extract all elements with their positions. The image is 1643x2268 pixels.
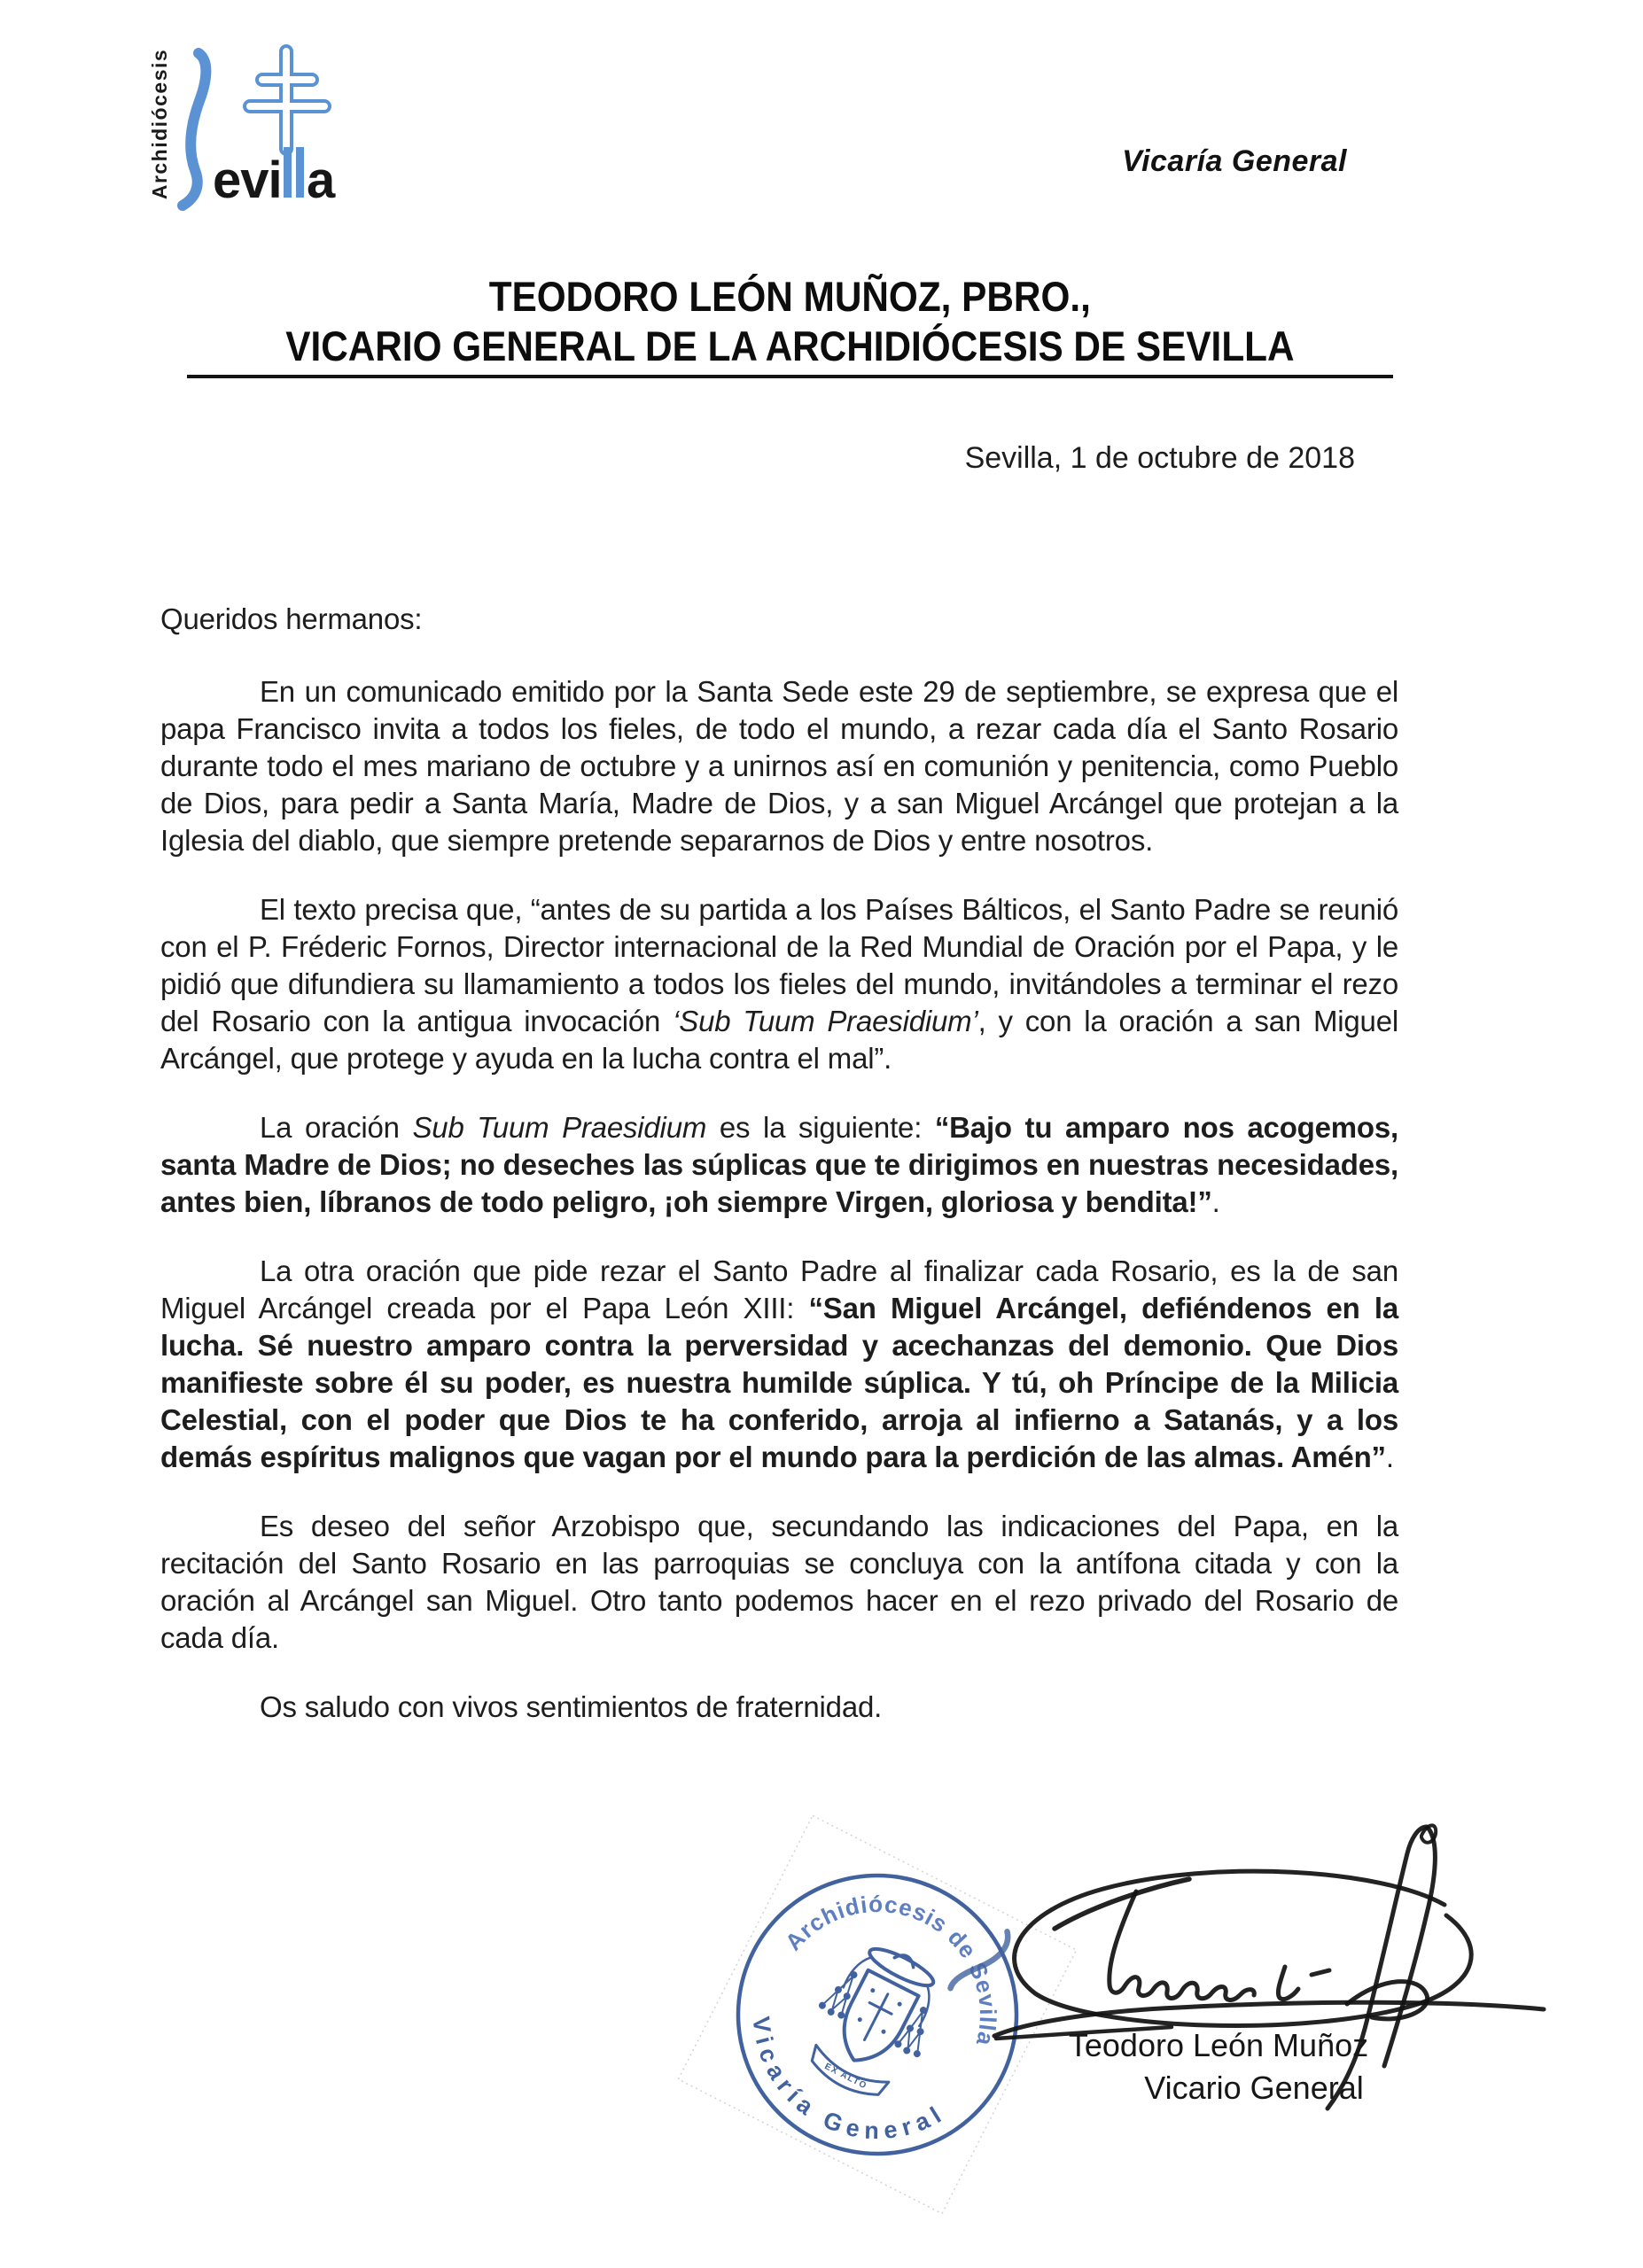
stamp-circle (690, 1828, 1064, 2202)
salutation: Queridos hermanos: (160, 602, 423, 635)
archdiocese-logo-svg (149, 35, 370, 213)
paragraph (160, 891, 1398, 1077)
title-underline (187, 375, 1393, 378)
stamp-coat-of-arms (790, 1930, 958, 2111)
date-line: Sevilla, 1 de octubre de 2018 (964, 441, 1355, 475)
closing-line: Os saludo con vivos sentimientos de fraternidad. (260, 1690, 883, 1723)
letter-paragraphs (160, 673, 1398, 1657)
stamp-impression-edge (678, 1815, 1076, 2213)
text-segment: En un comunicado emitido por la Santa Sede este 29 de septiembre, se expresa que el papa Francisco invita a todos los fieles, de todo el mundo, a rezar cada día el Santo Rosario durante todo el mes mariano de octubre y a unirnos así en comunión y penitencia, como Pueblo de Dios, para pedir a Santa María, Madre de Dios, y a san Miguel Arcángel que protejan a la Iglesia del diablo, que siempre pretende separarnos de Dios y entre nosotros. (160, 675, 1398, 857)
paragraph (160, 673, 1398, 859)
text-segment: El texto precisa que, “antes de su partida a los Países Bálticos, el Santo Padre se reunió con el P. Fréderic Fornos, Director internacional de la Red Mundial de Oración por el Papa, y le pidió que difundiera su llamamiento a todos los fieles del mundo, invitándoles a terminar el rezo del Rosario con la antigua invocación (160, 893, 1398, 1037)
text-segment: Es deseo del señor Arzobispo que, secundando las indicaciones del Papa, en la recitación del Santo Rosario en las parroquias se concluya con la antífona citada y con la oración al Arcángel san Miguel. Otro tanto podemos hacer en el rezo privado del Rosario de cada día. (160, 1510, 1398, 1654)
svg-text:Archidiócesis de Sevilla (776, 1849, 1042, 2054)
letter-body (160, 601, 1398, 1726)
office-header: Vicaría General (1122, 144, 1347, 178)
text-segment: , y con la oración a san Miguel Arcángel, que protege y ayuda en la lucha contra el mal”. (160, 1005, 1398, 1075)
paragraph (160, 1109, 1398, 1221)
logo-city-suffix: a (307, 151, 336, 209)
text-segment: Sub Tuum Praesidium (412, 1111, 707, 1144)
text-segment: “Bajo tu amparo nos acogemos, santa Madre de Dios; no deseches las súplicas que te dirigimos en nuestras necesidades, antes bien, líbranos de todo peligro, ¡oh siempre Virgen, gloriosa y bendita!” (160, 1111, 1398, 1218)
title-line-2: VICARIO GENERAL DE LA ARCHIDIÓCESIS DE SEVILLA (285, 322, 1295, 369)
text-segment: . (1211, 1185, 1220, 1218)
logo-city-prefix: evi (213, 151, 282, 209)
svg-text:Vicaría General (717, 2005, 958, 2182)
tassels-right (892, 2002, 940, 2060)
tassels-left (817, 1963, 865, 2021)
text-segment: La oración (260, 1111, 413, 1144)
stamp-motto: EX ALTO (822, 2062, 869, 2092)
text-segment: es la siguiente: (706, 1111, 935, 1144)
vicaria-general-stamp (647, 1784, 1108, 2245)
stylized-s-curve-icon (183, 53, 206, 206)
logo-vertical-text: Archidiócesis (149, 48, 171, 200)
signer-name: Teodoro León Muñoz (1068, 2027, 1369, 2063)
title-line-1: TEODORO LEÓN MUÑOZ, PBRO., (488, 273, 1092, 320)
text-segment: “San Miguel Arcángel, defiéndenos en la lucha. Sé nuestro amparo contra la perversidad y acechanzas del demonio. Que Dios manifieste sobre él su poder, es nuestra humilde súplica. Y tú, oh Príncipe de la Milicia Celestial, con el poder que Dios te ha conferido, arroja al infierno a Satanás, y a los demás espíritus malignos que vagan por el mundo para la perdición de las almas. Amén” (160, 1292, 1398, 1473)
stamp-arc-bottom-text: Vicaría General (747, 2015, 951, 2145)
stamp-arc-top-text: Archidiócesis de Sevilla (779, 1890, 1002, 2049)
letter-title (187, 272, 1393, 378)
text-segment: La otra oración que pide rezar el Santo Padre al finalizar cada Rosario, es la de san Miguel Arcángel creada por el Papa León XIII: (160, 1254, 1398, 1324)
stamp-s-glyph (950, 1920, 1011, 2001)
text-segment: ‘Sub Tuum Praesidium’ (673, 1005, 978, 1037)
paragraph (160, 1508, 1398, 1657)
archdiocese-logo (149, 35, 370, 213)
stamp-shield (829, 1970, 919, 2073)
text-segment: . (1385, 1441, 1394, 1473)
signer-role: Vicario General (1144, 2070, 1364, 2106)
stamp-ribbon (805, 2045, 889, 2104)
paragraph (160, 1253, 1398, 1476)
